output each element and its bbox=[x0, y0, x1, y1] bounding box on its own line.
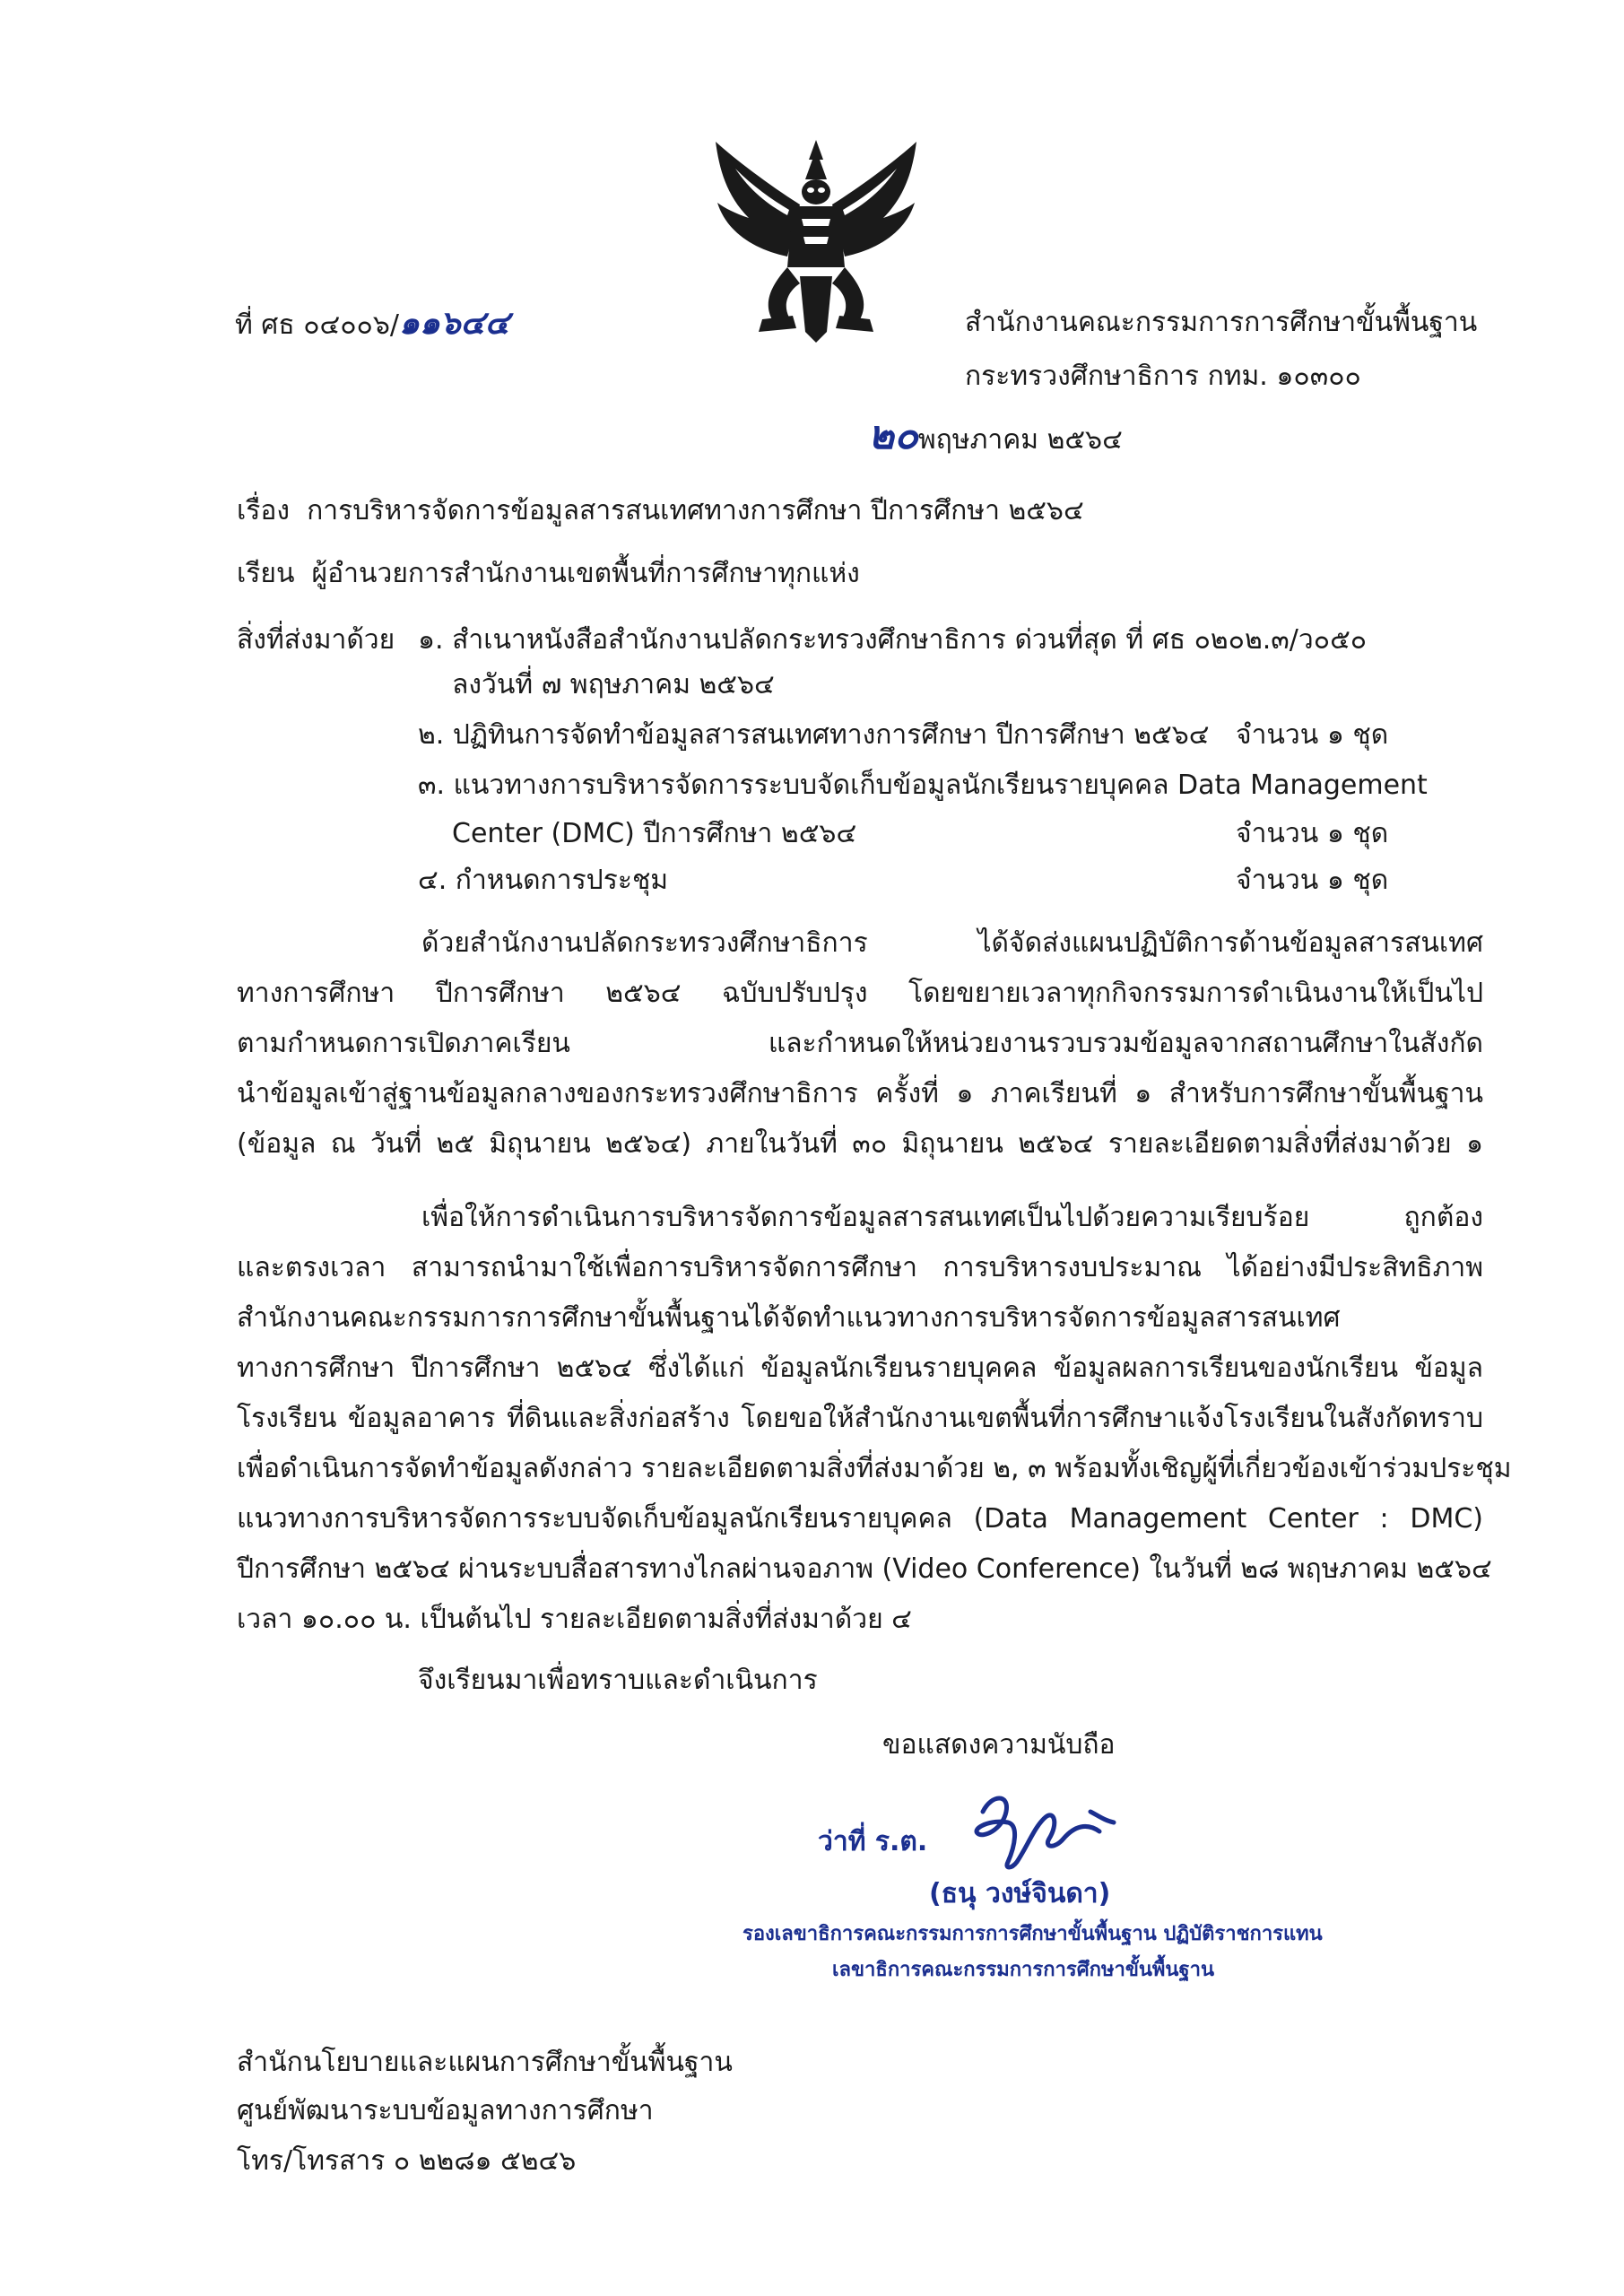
recipient-line bbox=[237, 556, 860, 592]
paragraph-line: โรงเรียน ข้อมูลอาคาร ที่ดินและสิ่งก่อสร้าง โดยขอให้สำนักงานเขตพื้นที่การศึกษาแจ้งโรงเรียนในสังกัดทราบ bbox=[237, 1403, 1483, 1434]
enclosures-label: สิ่งที่ส่งมาด้วย bbox=[237, 624, 395, 656]
enclosure-item-1-line2: ลงวันที่ ๗ พฤษภาคม ๒๕๖๔ bbox=[452, 669, 775, 700]
reference-number-handwritten: ๑๑๖๔๔ bbox=[399, 304, 510, 342]
subject-text: การบริหารจัดการข้อมูลสารสนเทศทางการศึกษา ปีการศึกษา ๒๕๖๔ bbox=[307, 495, 1084, 526]
paragraph-line: สำนักงานคณะกรรมการการศึกษาขั้นพื้นฐานได้จัดทำแนวทางการบริหารจัดการข้อมูลสารสนเทศ bbox=[237, 1302, 1341, 1334]
paragraph-line: ทางการศึกษา ปีการศึกษา ๒๕๖๔ ซึ่งได้แก่ ข้อมูลนักเรียนรายบุคคล ข้อมูลผลการเรียนของนักเรียน ข้อมูล bbox=[237, 1352, 1483, 1384]
subject-label: เรื่อง bbox=[237, 495, 291, 526]
footer-phone: โทร/โทรสาร ๐ ๒๒๘๑ ๕๒๔๖ bbox=[237, 2145, 577, 2177]
paragraph-line: ด้วยสำนักงานปลัดกระทรวงศึกษาธิการ ได้จัดส่งแผนปฏิบัติการด้านข้อมูลสารสนเทศ bbox=[421, 927, 1483, 959]
enclosure-item-3-qty: จำนวน ๑ ชุด bbox=[1236, 818, 1389, 849]
enclosure-item-2-line1: ๒. ปฏิทินการจัดทำข้อมูลสารสนเทศทางการศึกษา ปีการศึกษา ๒๕๖๔ bbox=[418, 719, 1210, 751]
date-day-handwritten: ๒๐ bbox=[868, 413, 918, 458]
office-name: สำนักงานคณะกรรมการการศึกษาขั้นพื้นฐาน bbox=[965, 307, 1478, 338]
paragraph-line: แนวทางการบริหารจัดการระบบจัดเก็บข้อมูลนักเรียนรายบุคคล (Data Management Center : DMC) bbox=[237, 1503, 1483, 1535]
handwritten-signature-icon bbox=[956, 1776, 1126, 1883]
paragraph-line: เพื่อดำเนินการจัดทำข้อมูลดังกล่าว รายละเอียดตามสิ่งที่ส่งมาด้วย ๒, ๓ พร้อมทั้งเชิญผู้ที่เกี่ยวข้องเข้าร่วมประชุม bbox=[237, 1453, 1512, 1484]
salutation: ขอแสดงความนับถือ bbox=[882, 1729, 1116, 1761]
paragraph-line: ตามกำหนดการเปิดภาคเรียน และกำหนดให้หน่วยงานรวบรวมข้อมูลจากสถานศึกษาในสังกัด bbox=[237, 1028, 1483, 1059]
enclosure-item-4-qty: จำนวน ๑ ชุด bbox=[1236, 865, 1389, 896]
enclosure-item-4-line1: ๔. กำหนดการประชุม bbox=[418, 865, 669, 896]
signatory-title-line2: เลขาธิการคณะกรรมการการศึกษาขั้นพื้นฐาน bbox=[832, 1959, 1214, 1981]
reference-prefix: ที่ ศธ ๐๔๐๐๖/ bbox=[235, 309, 399, 341]
paragraph-line: เพื่อให้การดำเนินการบริหารจัดการข้อมูลสารสนเทศเป็นไปด้วยความเรียบร้อย ถูกต้อง bbox=[421, 1202, 1483, 1233]
date-month-year: พฤษภาคม ๒๕๖๔ bbox=[917, 424, 1123, 456]
letter-date bbox=[868, 413, 1123, 458]
recipient-text: ผู้อำนวยการสำนักงานเขตพื้นที่การศึกษาทุกแห่ง bbox=[311, 558, 860, 589]
subject-line bbox=[237, 493, 1084, 529]
paragraph-line: และตรงเวลา สามารถนำมาใช้เพื่อการบริหารจัดการศึกษา การบริหารงบประมาณ ได้อย่างมีประสิทธิภาพ bbox=[237, 1252, 1483, 1283]
footer-office: สำนักนโยบายและแผนการศึกษาขั้นพื้นฐาน bbox=[237, 2047, 733, 2078]
garuda-emblem-icon bbox=[699, 133, 933, 348]
enclosure-item-2-qty: จำนวน ๑ ชุด bbox=[1236, 719, 1389, 751]
signatory-title-line1: รองเลขาธิการคณะกรรมการการศึกษาขั้นพื้นฐาน ปฏิบัติราชการแทน bbox=[743, 1923, 1323, 1945]
closing-line: จึงเรียนมาเพื่อทราบและดำเนินการ bbox=[418, 1665, 818, 1696]
paragraph-line: ปีการศึกษา ๒๕๖๔ ผ่านระบบสื่อสารทางไกลผ่านจอภาพ (Video Conference) ในวันที่ ๒๘ พฤษภาคม ๒๕๖๔ bbox=[237, 1553, 1492, 1585]
signatory-name: (ธนุ วงษ์จินดา) bbox=[929, 1878, 1111, 1909]
reference-number bbox=[235, 305, 509, 344]
footer-center: ศูนย์พัฒนาระบบข้อมูลทางการศึกษา bbox=[237, 2095, 654, 2126]
enclosure-item-3-line1: ๓. แนวทางการบริหารจัดการระบบจัดเก็บข้อมูลนักเรียนรายบุคคล Data Management bbox=[418, 770, 1428, 801]
paragraph-line: เวลา ๑๐.๐๐ น. เป็นต้นไป รายละเอียดตามสิ่งที่ส่งมาด้วย ๔ bbox=[237, 1604, 912, 1635]
paragraph-line: นำข้อมูลเข้าสู่ฐานข้อมูลกลางของกระทรวงศึกษาธิการ ครั้งที่ ๑ ภาคเรียนที่ ๑ สำหรับการศึกษาขั้นพื้นฐาน bbox=[237, 1078, 1483, 1109]
paragraph-line: ทางการศึกษา ปีการศึกษา ๒๕๖๔ ฉบับปรับปรุง โดยขยายเวลาทุกกิจกรรมการดำเนินงานให้เป็นไป bbox=[237, 978, 1483, 1009]
acting-rank: ว่าที่ ร.ต. bbox=[818, 1826, 928, 1857]
office-address: กระทรวงศึกษาธิการ กทม. ๑๐๓๐๐ bbox=[965, 361, 1361, 392]
recipient-label: เรียน bbox=[237, 558, 295, 589]
enclosure-item-1-line1: ๑. สำเนาหนังสือสำนักงานปลัดกระทรวงศึกษาธิการ ด่วนที่สุด ที่ ศธ ๐๒๐๒.๓/ว๐๕๐ bbox=[418, 624, 1368, 656]
enclosure-item-3-line2: Center (DMC) ปีการศึกษา ๒๕๖๔ bbox=[452, 818, 857, 849]
paragraph-line: (ข้อมูล ณ วันที่ ๒๕ มิถุนายน ๒๕๖๔) ภายในวันที่ ๓๐ มิถุนายน ๒๕๖๔ รายละเอียดตามสิ่งที่ส่งมาด้วย ๑ bbox=[237, 1128, 1483, 1160]
